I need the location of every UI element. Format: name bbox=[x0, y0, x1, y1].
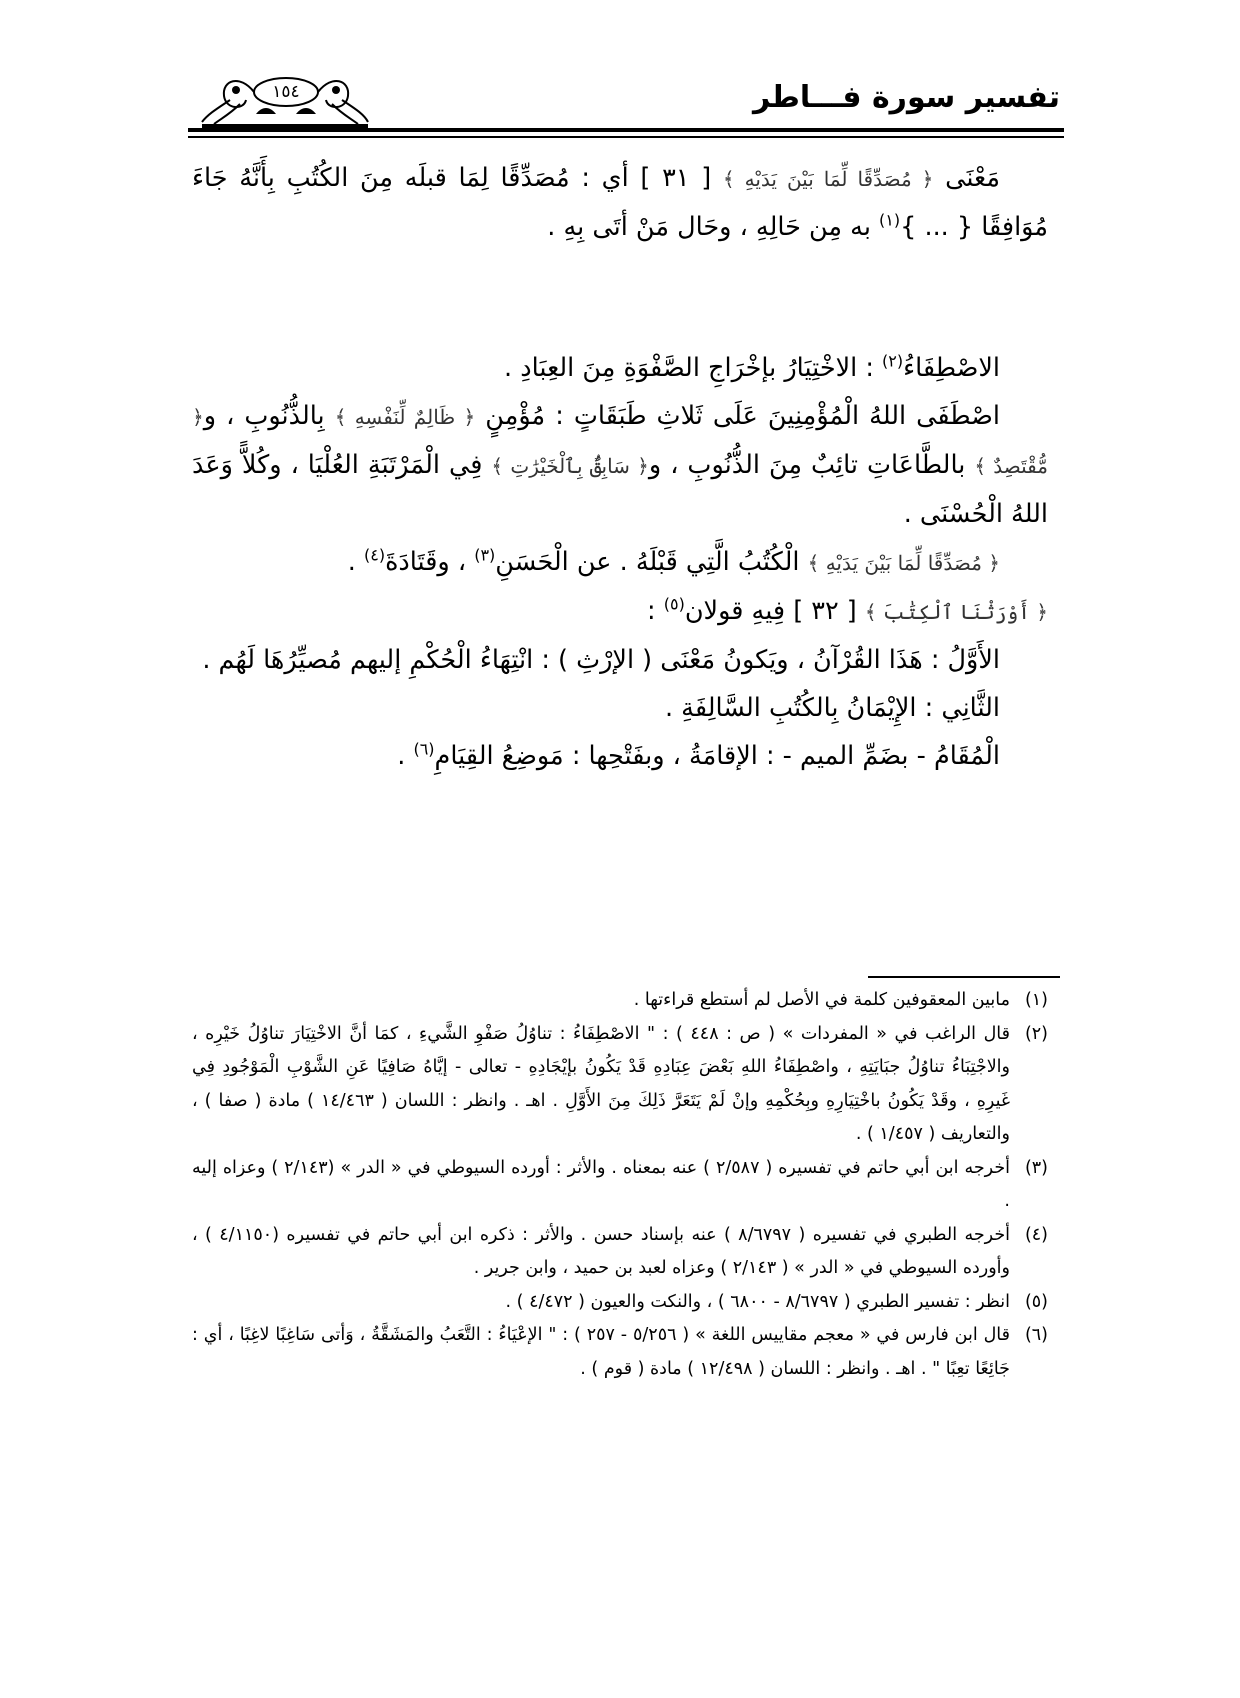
text-span: مَعْنَى bbox=[933, 163, 1001, 193]
footnote-ref[interactable]: (٢) bbox=[882, 351, 904, 371]
header-rule-thin bbox=[188, 136, 1064, 138]
quran-quote: ﴿ أَوْرَثْنَا ٱلْكِتَٰبَ ﴾ bbox=[864, 600, 1048, 624]
page-number-ornament bbox=[200, 70, 370, 130]
paragraph-8 bbox=[192, 732, 1048, 780]
body-block-1 bbox=[192, 154, 1048, 251]
footnote-number: (١) bbox=[1024, 990, 1048, 1010]
footnote-ref[interactable]: (٦) bbox=[413, 739, 435, 759]
footnote-ref[interactable]: (٣) bbox=[474, 545, 496, 565]
text-span: بالطَّاعَاتِ تائِبٌ مِنَ الذُّنُوبِ ، و bbox=[648, 450, 975, 480]
footnote-number: (٥) bbox=[1024, 1291, 1048, 1312]
text-span: به مِن حَالِهِ ، وحَال مَنْ أتَى بِهِ . bbox=[547, 212, 880, 242]
footnote-ref[interactable]: (٥) bbox=[663, 594, 685, 614]
text-span: بِالذُّنُوبِ ، و bbox=[203, 401, 335, 431]
text-span: [ ٣١ ] أي : مُصَدِّقًا لِمَا قبلَه مِنَ الكُتُبِ بِأَنَّهُ جَاءَ مُوَافِقًا { ... } bbox=[192, 163, 1048, 242]
footnote-text: قال الراغب في « المفردات » ( ص : ٤٤٨ ) : " الاصْطِفَاءُ : تناوُلُ صَفْوِ الشَّيءِ ، كمَا أنَّ الاخْتِيَارَ تناوُلُ خَيْرِه ، والاجْتِبَاءُ تناوُلُ جبَايَتِهِ ، واصْطِفَاءُ اللهِ بَعْضَ عِبَادِهِ قَدْ يَكُونُ بإيْجَادِهِ - تعالى - إيَّاهُ صَافِيًا عَنِ الشَّوْبِ الْمَوْجُودِ فِي غَيرِهِ ، وقَدْ يَكُونُ باخْتِيَارِهِ وبِحُكْمِهِ وإنْ لَمْ يَتَعَرَّ ذَلِكَ مِنَ الأَوَّلِ . اهـ . وانظر : اللسان ( ١٤/٤٦٣ ) مادة ( صفا ) ، والتعاريف ( ١/٤٥٧ ) . bbox=[192, 1023, 1010, 1144]
quran-quote: ﴿ ظَالِمٌ لِّنَفْسِهِ ﴾ bbox=[334, 405, 476, 429]
paragraph-4 bbox=[192, 538, 1048, 587]
text-span: فِي الْمَرْتَبَةِ العُلْيَا ، وكُلاًّ وَعَدَ اللهُ الْحُسْنَى . bbox=[192, 450, 1048, 529]
paragraph-3 bbox=[192, 392, 1048, 538]
body-block-2 bbox=[192, 344, 1048, 780]
footnote-number: (٣) bbox=[1024, 1157, 1048, 1178]
paragraph-2 bbox=[192, 344, 1048, 392]
footnote-number: (٤) bbox=[1024, 1224, 1048, 1245]
text-span: : bbox=[647, 596, 664, 626]
footnote-number: (٢) bbox=[1024, 1023, 1048, 1044]
text-span: اصْطَفَى اللهُ الْمُؤْمِنِينَ عَلَى ثَلاثِ طَبَقَاتٍ : مُؤْمِنٍ bbox=[475, 401, 1000, 431]
quran-quote: ﴿ سَابِقٌۢ بِٱلْخَيْرَٰتِ ﴾ bbox=[491, 454, 649, 478]
footnote bbox=[192, 1219, 1048, 1286]
text-span: الْكُتُبُ الَّتِي قَبْلَهُ . عن الْحَسَنِ bbox=[495, 547, 808, 577]
footnotes bbox=[192, 984, 1048, 1386]
footnote-text: انظر : تفسير الطبري ( ٨/٦٧٩٧ - ٦٨٠٠ ) ، والنكت والعيون ( ٤/٤٧٢ ) . bbox=[505, 1291, 1010, 1312]
quran-quote: ﴿ مُصَدِّقًا لِّمَا بَيْنَ يَدَيْهِ ﴾ bbox=[807, 551, 1000, 575]
footnote bbox=[192, 1018, 1048, 1152]
text-span: : الاخْتِيَارُ بإخْرَاجِ الصَّفْوَةِ مِنَ العِبَادِ . bbox=[504, 353, 883, 383]
text-span: . bbox=[347, 547, 364, 577]
footnote-ref[interactable]: (١) bbox=[879, 210, 901, 230]
footnote-separator bbox=[868, 976, 1060, 978]
page-number: ١٥٤ bbox=[272, 82, 300, 102]
paragraph-6: الأَوَّلُ : هَذَا القُرْآنُ ، ويَكونُ مَعْنَى ( الإرْثِ ) : انْتِهَاءُ الْحُكْمِ إليهم مُصيِّرُهَا لَهُم . bbox=[202, 645, 1000, 675]
text-span: [ ٣٢ ] فِيهِ قولان bbox=[684, 596, 865, 626]
footnote-number: (٦) bbox=[1024, 1325, 1048, 1345]
paragraph-5 bbox=[192, 587, 1048, 636]
text-span: الاصْطِفَاءُ bbox=[903, 353, 1000, 383]
footnote-text: أخرجه ابن أبي حاتم في تفسيره ( ٢/٥٨٧ ) عنه بمعناه . والأثر : أورده السيوطي في « الدر » (٢/١٤٣ ) وعزاه إليه . bbox=[192, 1157, 1011, 1211]
page-header bbox=[200, 70, 1060, 130]
header-rule-thick bbox=[188, 128, 1064, 132]
running-title: تفسير سورة فـــاطر bbox=[752, 80, 1060, 115]
text-span: ، وقَتَادَةَ bbox=[385, 547, 475, 577]
footnote-ref[interactable]: (٤) bbox=[363, 545, 386, 565]
paragraph-7: الثَّانِي : الإِيْمَانُ بِالكُتُبِ السَّالِفَةِ . bbox=[664, 693, 1000, 723]
text-span: . bbox=[397, 741, 414, 771]
quran-quote: ﴿ مُّقْتَصِدٌ ﴾ bbox=[192, 405, 1048, 478]
text-span: الْمُقَامُ - بضَمِّ الميم - : الإقامَةُ ، وبفَتْحِها : مَوضِعُ القِيَامِ bbox=[434, 741, 1000, 771]
footnote-text: مابين المعقوفين كلمة في الأصل لم أستطع قراءتها . bbox=[633, 990, 1010, 1010]
paragraph-1 bbox=[192, 154, 1048, 251]
footnote-text: أخرجه الطبري في تفسيره ( ٨/٦٧٩٧ ) عنه بإسناد حسن . والأثر : ذكره ابن أبي حاتم في تفسيره (٤/١١٥٠ ) ، وأورده السيوطي في « الدر » ( ٢/١٤٣ ) وعزاه لعبد بن حميد ، وابن جرير . bbox=[192, 1224, 1010, 1278]
quran-quote: ﴿ مُصَدِّقًا لِّمَا بَيْنَ يَدَيْهِ ﴾ bbox=[722, 167, 934, 191]
footnote bbox=[192, 984, 1048, 1018]
footnote bbox=[192, 1286, 1048, 1320]
footnote bbox=[192, 1319, 1048, 1386]
footnote-text: قال ابن فارس في « معجم مقاييس اللغة » ( ٥/٢٥٦ - ٢٥٧ ) : " الإعْيَاءُ : التَّعَبُ والمَشَقَّةُ ، وَأتى سَاغِبًا لاغِبًا ، أي : جَائِعًا تعِبًا " . اهـ . وانظر : اللسان ( ١٢/٤٩٨ ) مادة ( قوم ) . bbox=[192, 1325, 1010, 1379]
footnote bbox=[192, 1152, 1048, 1219]
